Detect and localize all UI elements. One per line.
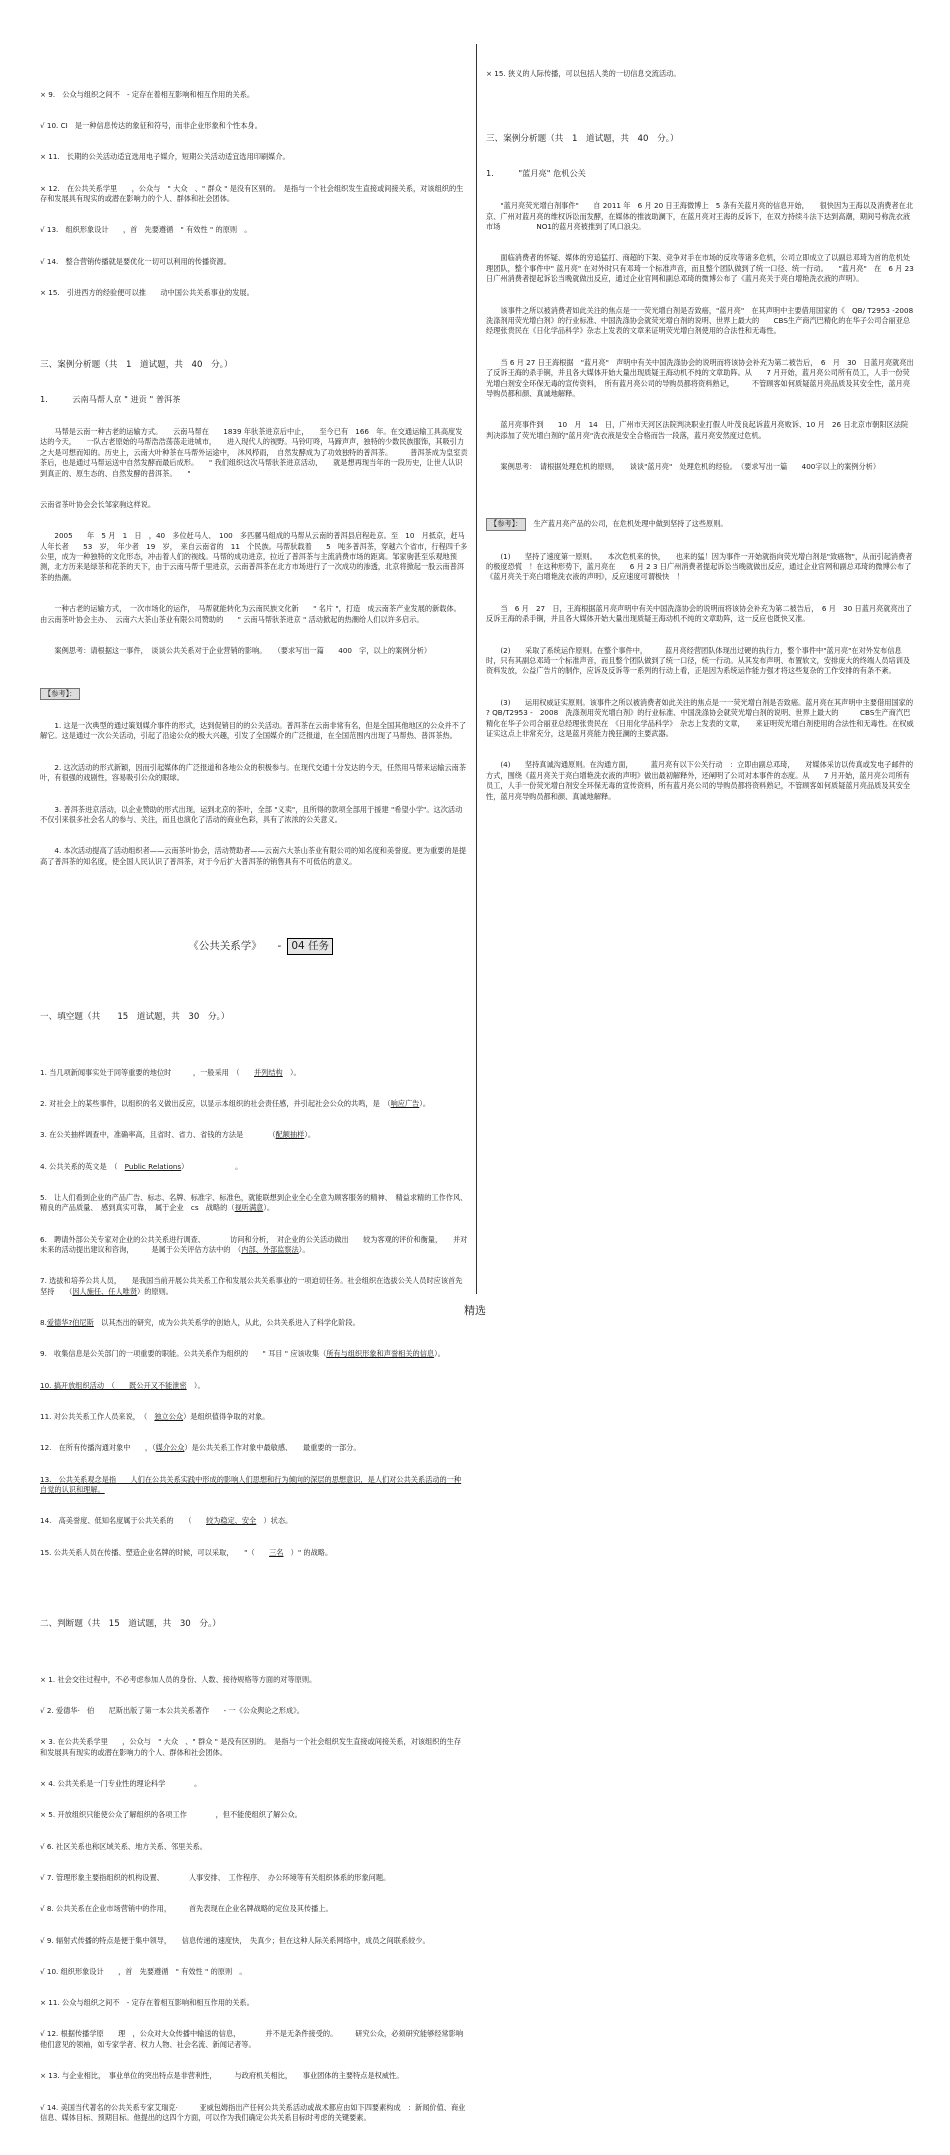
judge-list xyxy=(40,1654,468,2145)
judge-item: √ 10. CI 是一种信息传达的象征和符号，而非企业形象和个性本身。 xyxy=(40,121,262,131)
case-paragraph: 该事件之所以被消费者如此关注的焦点是一一荧光增白剂是否致癌，"蓝月亮" 在其声明中主要借用国家的《 QB/ T2953 -2008 洗涤剂用荧光增白剂》的行业标准、中国洗涤协会就荧光增白剂的说明、世界上最大的 CBS生产商汽巴精化的在华子公司合丽亚总经理张贵民在《日化学品科学》杂志上发表的文章来证明荧光增白剂使用的合法性和无毒性。 xyxy=(486,305,921,336)
case-title: 1. 云南马帮人京 " 进贡 " 普洱茶 xyxy=(40,394,181,405)
case-paragraph: 云南省茶叶协会会长邹家驹这样说。 xyxy=(40,499,156,509)
judge-item: √ 14. 整合营销传播就是要优化一切可以利用的传播资源。 xyxy=(40,256,231,266)
reference-paragraph: 2. 这次活动的形式新颖，因而引起媒体的广泛报道和各地公众的积极参与。在现代交通十分发达的今天，任然用马帮来运输云南茶叶，有很强的戏剧性，容易吸引公众的眼球。 xyxy=(40,762,467,783)
judge-item: × 11. 长期的公关活动适宜选用电子媒介，短期公关活动适宜选用印刷媒介。 xyxy=(40,152,290,162)
reference-tag: 【参考】： xyxy=(486,518,526,530)
case-paragraph: 马帮是云南一种古老的运输方式。 云南马帮在 1839 年驮茶进京后中止， 至今已有 166 年。在交通运输工具高度发达的今天， 一队古老原始的马帮浩浩荡荡走进城市， 进入现代人的视野。马铃叮咚，马蹄声声，独特的少数民族服饰，其吸引力之大是可想而知的。历史上，云南大叶种茶在马帮外运途中， 沐风栉雨， 自然发酵成为了功效独特的普洱茶。 普洱茶成为皇室贡茶后，也是通过马帮运送中自然发酵而最后成形。 " 我们组织这次马帮驮茶进京活动， 就是想再现当年的一段历史，让世人认识到真正的、原生态的、自然发酵的普洱茶。 " xyxy=(40,426,468,478)
reference-paragraph: (1) 坚持了速度第一原则。 本次危机来的快， 也来的猛！因为事件一开始就指向荧光增白剂是"致癌物"，从而引起消费者的极度恐慌 ！在这种形势下，蓝月亮在 6 月 2 3 日广州消费者提起诉讼当晚就做出反应，通过企业官网和副总邓琦的微博公布了《蓝月亮关于亮白增艳洗衣液的声明》，反应速度可谓极快 ！ xyxy=(486,551,913,582)
fill-answer: 因人施任、任人唯贤 xyxy=(72,1286,138,1296)
judge-item: × 11. 公众与组织之间不 - 定存在着相互影响和相互作用的关系。 xyxy=(40,1998,254,2008)
reference-paragraph: 1. 这是一次典型的通过策划媒介事件的形式，达到促销目的的公关活动。普洱茶在云南非常有名，但是全国其他地区的公众并不了解它。这是通过一次公关活动，引起了沿途公众的极大兴趣，引发了全国媒介的广泛报道，在全国范围内出现了马帮热、普洱茶热。 xyxy=(40,721,467,741)
fill-item: 4. 公共关系的英文是 （ Public Relations） 。 xyxy=(40,1161,243,1171)
reference-paragraph: (3) 运用权威证实原则。该事件之所以被消费者如此关注的焦点是一一荧光增白剂是否致癌。蓝月亮在其声明中主要借用国家的 ? QB/T2953 - 2008 洗涤剂用荧光增白剂》的行业标准、中国洗涤协会就荧光增白剂的说明、世界上最大的 CBS生产商汽巴精化在华子公司合丽亚总经理张贵民在 《日用化学品科学》 杂志上发表的文章， 来证明荧光增白剂使用的合法性和无毒性。在权威证实这点上非常充分，这是蓝月亮能力挽狂澜的主要武器。 xyxy=(486,697,935,739)
reference-paragraph: (4) 坚持真诚沟通原则。在沟通方面， 蓝月亮有以下公关行动 ：立即由副总邓琦， 对媒体采访以传真或发电子邮件的方式，围绕《蓝月亮关于亮白增艳洗衣液的声明》做出最初解释外，还阐明了公司对本事件的态度。从 7 月开始，蓝月亮公司所有员工，人手一份荧光增白剂安全环保无毒的宣传资料，所有蓝月亮公司的导购员都将资料熟记，不管顾客如何质疑蓝月亮品质及其安全性，蓝月亮导购员都和颜、真诚地解释。 xyxy=(486,760,914,801)
judge-item: √ 6. 社区关系也称区域关系、地方关系、邻里关系。 xyxy=(40,1841,207,1851)
case-paragraph: 2005 年 5 月 1 日 ，40 多位赶马人、 100 多匹骡马组成的马帮从云南的普洱县启程赴京。至 10 月抵京，赶马人年长者 53 岁， 年少者 19 岁， 来自云南省的 11 个民族。马帮驮载着 5 吨多普洱茶，穿越六个省市，行程四千多公里，成为一种独特的文化形态，冲击着人们的视线。马帮的成功进京，拉近了普洱茶与主流消费市场的距离。邹家驹甚至乐观地预测，北方历来是绿茶和花茶的天下，由于云南马帮千里进京，云南普洱茶在北方市场进行了一次成功的渗透，北京将掀起一股云南普洱茶的热潮。 xyxy=(40,531,468,582)
judge-item: √ 2. 爱德华· 伯 尼斯出版了第一本公共关系著作 - 一《公众舆论之形成》。 xyxy=(40,1705,304,1715)
fill-item: 5. 让人们看到企业的产品广告、标志、名牌、标准字、标准色，就能联想到企业全心全意为顾客服务的精神、 精益求精的工作作风、 精良的产品质量、 感到真实可靠， 属于企业 cs 战略的（视听满意）。 xyxy=(40,1192,471,1213)
judge-item: √ 9. 辐射式传播的特点是便于集中领导， 信息传递的速度快， 失真少；但在这种人际关系网络中，成员之间联系较少。 xyxy=(40,1935,430,1945)
case-paragraph: 案例思考：请根据这一事件， 谈谈公共关系对于企业营销的影响。 （要求写出一篇 400 字，以上的案例分析） xyxy=(40,645,432,655)
fill-item: 11. 对公共关系工作人员来说， （ 独立公众）是组织值得争取的对象。 xyxy=(40,1412,270,1422)
fill-item: 15. 公共关系人员在传播、塑造企业名牌的时候，可以采取， "（ 三名 ）" 的战略。 xyxy=(40,1547,333,1557)
fill-item: 7. 选拔和培养公共人员， 是我国当前开展公共关系工作和发展公共关系事业的一项迫切任务。社会组织在选拔公关人员时应该首先坚持 （因人施任、任人唯贤）的原则。 xyxy=(40,1276,463,1296)
reference-tag: 【参考】： xyxy=(40,688,80,700)
fill-answer: 并列结构 xyxy=(253,1067,283,1077)
fill-item: 9. 收集信息是公关部门的一项重要的职能。公共关系作为组织的 " 耳目 " 应该收集（所有与组织形象和声誉相关的信息）。 xyxy=(40,1349,445,1359)
task-label: 04 任务 xyxy=(287,938,333,955)
fill-answer: 较为稳定、安全 xyxy=(205,1516,257,1526)
fill-item: 2. 对社会上的某些事件，以组织的名义做出反应，以显示本组织的社会责任感，并引起社会公众的共鸣，是 （响应广告）。 xyxy=(40,1098,431,1108)
judge-item: × 12. 在公共关系学里 ，公众与 " 大众 、" 群众 " 是没有区别的。 是指与一个社会组织发生直接或间接关系，对该组织的生存和发展具有现实的或潜在影响力的个人、群体和社会团体。 xyxy=(40,183,464,204)
fill-item xyxy=(40,1475,468,1496)
column-divider xyxy=(476,44,477,1294)
judge-item: √ 7. 管理形象主要指组织的机构设置、 人事安排、 工作程序、 办公环境等有关组织体系的形象问题。 xyxy=(40,1872,391,1882)
reference-paragraph: 3. 普洱茶进京活动，以企业赞助的形式出现，运到北京的茶叶，全部 "义卖"，且所得的款项全部用于援建 "希望小学"。这次活动不仅引来很多社会名人的参与、关注，而且也演化了活动的商业色彩，具有了浓浓的公关意义。 xyxy=(40,804,463,824)
fill-answer: 配额抽样 xyxy=(275,1130,305,1140)
fill-item: 6. 聘请外部公关专家对企业的公共关系进行调查、 访问和分析， 对企业的公关活动做出 较为客观的评价和衡量， 并对未来的活动提出建议和咨询， 是属于公关评估方法中的 （内部、外部监察法）。 xyxy=(40,1234,468,1255)
case-paragraph: 一种古老的运输方式， 一次市场化的运作， 马帮就能转化为云南民族文化新 " 名片 "，打造 成云南茶产业发展的新载体。 由云南茶叶协会主办、 云南六大茶山茶业有限公司赞助的 " 云南马帮驮茶进京 " 活动掀起的热潮给人们以许多启示。 xyxy=(40,604,472,624)
left-column xyxy=(40,48,472,2122)
judge-item: × 3. 在公共关系学里 ，公众与 " 大众 、" 群众 " 是没有区别的。 是指与一个社会组织发生直接或间接关系，对该组织的生存和发展具有现实的或潜在影响力的个人、群体和社会团体。 xyxy=(40,1737,462,1757)
fill-item: 3. 在公关抽样调查中，准确率高，且省时、省力、省钱的方法是 （配额抽样）。 xyxy=(40,1130,316,1140)
fill-answer: 三名 xyxy=(269,1547,284,1557)
judge-item: × 15. 引进西方的经验便可以推 动中国公共关系事业的发展。 xyxy=(40,288,254,298)
judge-item: √ 10. 组织形象设计 ，首 先要遵循 " 有效性 " 的原则 。 xyxy=(40,1966,247,1976)
fill-item: 14. 高美誉度、低知名度属于公共关系的 （ 较为稳定、安全 ）状态。 xyxy=(40,1516,293,1526)
judge-item: √ 13. 组织形象设计 ，首 先要遵循 " 有效性 " 的原则 。 xyxy=(40,225,252,235)
fill-answer: 爱德华?伯尼斯 xyxy=(46,1318,94,1328)
reference-paragraph: (2) 采取了系统运作原则。在整个事件中， 蓝月亮经营团队体现出过硬的执行力，整个事件中"蓝月亮"在对外发布信息时，只有其副总邓琦一个标准声音，而且整个团队做到了统一口径，统一行动。从其发布声明、布置软文，安排庞大的终端人员培训及资料发放，公益广告片的制作，应诉及反诉等一系列的行动上看，正是因为系统运作能力强才将这些复杂的工作安排的有条不紊。 xyxy=(486,645,911,676)
judge-item: √ 12. 根据传播学原 理 ，公众对大众传播中输送的信息， 并不是无条件接受的。 研究公众，必须研究能够经常影响他们意见的领袖，如专家学者、权力人物、社会名流、新闻记者等。 xyxy=(40,2029,464,2049)
fill-item: 12. 在所有传播沟通对象中 ，（媒介公众）是公共关系工作对象中最敏感、 最重要的一部分。 xyxy=(40,1443,361,1453)
left-judge-tail xyxy=(40,69,468,320)
fill-answer: Public Relations xyxy=(124,1161,182,1171)
fill-heading: 一、填空题（共 15 道试题，共 30 分。） xyxy=(40,1012,230,1023)
task-title: 《公共关系学》 - xyxy=(188,939,282,952)
fill-answer: 所有与组织形象和声誉相关的信息 xyxy=(326,1349,435,1359)
judge-item: × 15. 狭义的人际传播，可以包括人类的一切信息交流活动。 xyxy=(486,68,681,78)
judge-item: √ 8. 公共关系在企业市场营销中的作用， 首先表现在企业名牌战略的定位及其传播上。 xyxy=(40,1904,333,1914)
fill-answer: 13. 公共关系观念是指 人们在公共关系实践中形成的影响人们思想和行为倾向的深层的思想意识，是人们对公共关系活动的一种自觉的认识和理解。 xyxy=(40,1474,462,1495)
case-paragraph: 案例思考： 请根据处理危机的原则， 谈谈"蓝月亮" 处理危机的经验。 （要求写出一篇 400字以上的案例分析） xyxy=(486,462,881,472)
fill-answer: 独立公众 xyxy=(154,1412,184,1422)
judge-heading: 二、判断题（共 15 道试题，共 30 分。） xyxy=(40,1619,221,1630)
judge-item: × 4. 公共关系是一门专业性的理论科学 。 xyxy=(40,1778,202,1788)
case-heading: 三、案例分析题（共 1 道试题，共 40 分。） xyxy=(40,359,233,370)
fill-item: 10. 搞开放组织活动 （ 既公开又不能泄密 ）。 xyxy=(40,1380,205,1390)
fill-item: 8.爱德华?伯尼斯 以其杰出的研究，成为公共关系学的创始人，从此，公共关系进入了科学化阶段。 xyxy=(40,1318,360,1328)
judge-item: √ 14. 美国当代著名的公共关系专家艾瑞克· 亚威包姆指出产任何公共关系活动或战术都应由如下四要素构成 ：新闻价值、商业信息、媒体目标、预期目标。他提出的这四个方面，可以作为我们确定公共关系目标时考虑的关键要素。 xyxy=(40,2102,466,2122)
reference-paragraph: 4. 本次活动提高了活动组织者——云南茶叶协会，活动赞助者——云南六大茶山茶业有限公司的知名度和美誉度。更为重要的是提高了普洱茶的知名度，使全国人民认识了普洱茶，对于今后扩大普洱茶的销售具有不可低估的意义。 xyxy=(40,846,467,866)
fill-answer: 响应广告 xyxy=(390,1098,420,1108)
reference-paragraph: 当 6 月 27 日，王海根据蓝月亮声明中有关中国洗涤协会的说明而将该协会补充为第二被告后， 6 月 30 日蓝月亮就亮出了反诉王海的杀手锏，并且各大媒体开始大量出现质疑王海动机不纯的文章助阵，这一反应也既快又准。 xyxy=(486,603,913,624)
case-title: 1. "蓝月亮" 危机公关 xyxy=(486,168,586,179)
right-column xyxy=(486,48,935,1303)
fill-answer: 媒介公众 xyxy=(155,1443,185,1453)
judge-item: × 1. 社会交往过程中，不必考虑参加人员的身份、人数、接待规格等方面的对等原则。 xyxy=(40,1674,317,1684)
page-footer: 精选 xyxy=(464,1304,486,1317)
fill-item: 1. 当几项新闻事实处于同等重要的地位时 ，一般采用 （ 并列结构 ）。 xyxy=(40,1067,301,1077)
case-paragraph: 蓝月亮事件到 10 月 14 日，广州市天河区法院判决职业打假人叶茂良起诉蓝月亮败诉、10 月 26 日北京市朝阳区法院判决添加了荧光增白剂的"蓝月亮"洗衣液是安全合格而告一段落，蓝月亮安然度过危机。 xyxy=(486,420,909,440)
case-paragraph: 当 6 月 27 日王海根据 "蓝月亮" 声明中有关中国洗涤协会的说明而将该协会补充为第二被告后， 6 月 30 日蓝月亮就亮出了反诉王海的杀手锏，并且各大媒体开始大量出现质疑王海动机不纯的文章助阵。从 7 月开始，蓝月亮公司所有员工，人手一份荧光增白剂安全环保无毒的宣传资料， 所有蓝月亮公司的导购员都将资料熟记， 不管顾客如何质疑蓝月亮品质及其安全性，蓝月亮导购员都和颜、真诚地解释。 xyxy=(486,357,914,399)
judge-item: × 9. 公众与组织之间不 - 定存在着相互影响和相互作用的关系。 xyxy=(40,89,255,99)
judge-item: × 5. 开放组织只能使公众了解组织的各项工作 ，但不能使组织了解公众。 xyxy=(40,1810,302,1820)
case-paragraph: "蓝月亮荧光增白剂事件" 自 2011 年 6 月 20 日王海微博上 5 条有关蓝月亮的信息开始， 很快因为王海以及消费者在北京、广州对蓝月亮的维权诉讼而发酵，在媒体的推波助澜下，在蓝月亮对王海的反诉下，在双方持续斗法下达到高潮，期间号称洗衣液市场 NO1的蓝月亮被推到了风口浪尖。 xyxy=(486,201,914,232)
case-paragraph: 面临消费者的怀疑、媒体的穷追猛打、商超的下架、竞争对手在市场的反攻等诸多危机，公司立即成立了以副总邓琦为首的危机处理团队，整个事件中" 蓝月亮" 在对外时只有邓琦一个标准声音，而且整个团队做到了统一口径、统一行动。 "蓝月亮" 在 6 月 23 日广州消费者提起诉讼当晚就做出反应，通过企业官网和副总邓琦的微博公布了《蓝月亮关于亮白增艳洗衣液的声明》。 xyxy=(486,253,917,284)
fill-answer: 10. 搞开放组织活动 （ 既公开又不能泄密 xyxy=(40,1380,187,1390)
fill-answer: 视听满意 xyxy=(234,1203,264,1213)
task-title-row xyxy=(40,922,468,970)
reference-intro: 【参考】： 生产蓝月亮产品的公司，在危机处理中做到坚持了这些原则。 xyxy=(486,518,914,530)
judge-item: × 13. 与企业相比， 事业单位的突出特点是非营利性， 与政府机关相比， 事业团体的主要特点是权威性。 xyxy=(40,2071,404,2081)
fill-answer: 内部、外部监察法 xyxy=(241,1245,299,1255)
case-heading: 三、案例分析题（共 1 道试题，共 40 分。） xyxy=(486,134,679,145)
